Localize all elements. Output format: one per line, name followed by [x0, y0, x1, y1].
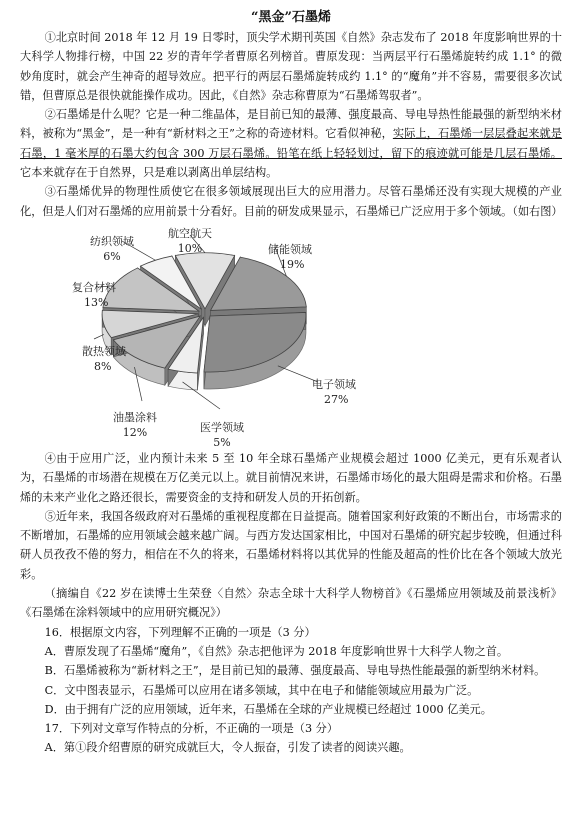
- paragraph-2-text-a: ②石墨烯是什么呢？它是一种二维晶体，是目前已知的最薄、强度最高、导电导热性能最强的新型纳米材料，被称为“黑金”，是一种有“新材料之王”之称的奇迹材料。它看似神秘，: [20, 108, 562, 141]
- slice-label: 散热领域: [82, 344, 126, 358]
- question-17-option-a: A．第①段介绍曹原的研究成就巨大，令人振奋，引发了读者的阅读兴趣。: [44, 741, 411, 755]
- slice-value-label: 27%: [324, 392, 349, 406]
- slice-label: 电子领域: [312, 377, 356, 391]
- slice-label: 纺织领域: [90, 234, 134, 248]
- slice-value-label: 5%: [213, 435, 231, 449]
- slice-value-label: 10%: [177, 241, 203, 255]
- paragraph-2-text-b: 它本来就存在于自然界，只是难以剥离出单层结构。: [20, 166, 278, 180]
- question-17-stem: 17．下列对文章写作特点的分析，不正确的一项是（3 分）: [44, 722, 339, 736]
- slice-value-label: 12%: [122, 425, 148, 439]
- question-16-option-c: C．文中图表显示，石墨烯可以应用在诸多领域，其中在电子和储能领域应用最为广泛。: [44, 683, 479, 697]
- question-16-option-a: A．曹原发现了石墨烯“魔角”，《自然》杂志把他评为 2018 年度影响世界十大科学人物之首。: [44, 644, 509, 658]
- paragraph-2-underlined: 实际上，石墨烯一层层叠起来就是石墨，1 毫米厚的石墨大约包含 300 万层石墨烯。铅笔在纸上轻轻划过，留下的痕迹就可能是几层石墨烯。: [20, 127, 562, 160]
- question-16-option-b: B．石墨烯被称为“新材料之王”，是目前已知的最薄、强度最高、导电导热性能最强的新型纳米材料。: [44, 664, 546, 678]
- question-16-option-d: D．由于拥有广泛的应用领域，近年来，石墨烯在全球的产业规模已经超过 1000 亿美元。: [44, 702, 492, 716]
- slice-label: 医学领域: [200, 420, 244, 434]
- paragraph-3: ③石墨烯优异的物理性质使它在很多领域展现出巨大的应用潜力。尽管石墨烯还没有实现大规模的产业化，但是人们对石墨烯的应用前景十分看好。目前的研发成果显示，石墨烯已广泛应用于多个领域。（如右图）: [20, 185, 563, 218]
- pie-chart-area: [0, 221, 582, 449]
- question-16-stem: 16．根据原文内容，下列理解不正确的一项是（3 分）: [44, 625, 316, 639]
- slice-value-label: 13%: [84, 295, 109, 309]
- paragraph-1: ①北京时间 2018 年 12 月 19 日零时，顶尖学术期刊英国《自然》杂志发布了 2018 年度影响世界的十大科学人物排行榜，中国 22 岁的青年学者曹原名列榜首。曹原发现：当两层平行石墨烯旋转约成 1.1° 的微妙角度时，就会产生神奇的超导效应。把平行的两层石墨烯旋转成约 1.1° 的“魔角”并不容易，需要很多次试错，但曹原总是很快就能操作成功。因此，《自然》杂志称曹原为“石墨烯驾驭者”。: [20, 31, 562, 102]
- paragraph-4: ④由于应用广泛，业内预计未来 5 至 10 年全球石墨烯产业规模会超过 1000 亿美元，更有乐观者认为，石墨烯的市场潜在规模在万亿美元以上。就目前情况来讲，石墨烯市场化的最大阻碍是需求和价格。石墨烯的未来产业化之路还很长，需要资金的支持和研发人员的开拓创新。: [20, 451, 562, 504]
- paragraph-2: [20, 105, 562, 182]
- slice-label: 油墨涂料: [113, 410, 157, 424]
- pie-chart: [0, 221, 582, 449]
- article-title: “黑金”石墨烯: [251, 10, 331, 25]
- source-note: （摘编自《22 岁在读博士生荣登〈自然〉杂志全球十大科学人物榜首》《石墨烯应用领域及前景浅析》《石墨烯在涂料领域中的应用研究概况》）: [20, 587, 562, 620]
- slice-label: 航空航天: [168, 226, 212, 240]
- slice-value-label: 6%: [103, 249, 121, 263]
- slice-value-label: 8%: [94, 359, 112, 373]
- slice-label: 复合材料: [72, 280, 116, 294]
- paragraph-5: ⑤近年来，我国各级政府对石墨烯的重视程度都在日益提高。随着国家利好政策的不断出台，市场需求的不断增加，石墨烯的应用领域会越来越广阔。与西方发达国家相比，中国对石墨烯的研究起步较晚，但通过科研人员孜孜不倦的努力，相信在不久的将来，石墨烯材料将以其优异的性能及超高的性价比在各个领域大放光彩。: [20, 509, 562, 581]
- slice-label: 储能领域: [268, 242, 312, 256]
- slice-value-label: 19%: [280, 257, 305, 271]
